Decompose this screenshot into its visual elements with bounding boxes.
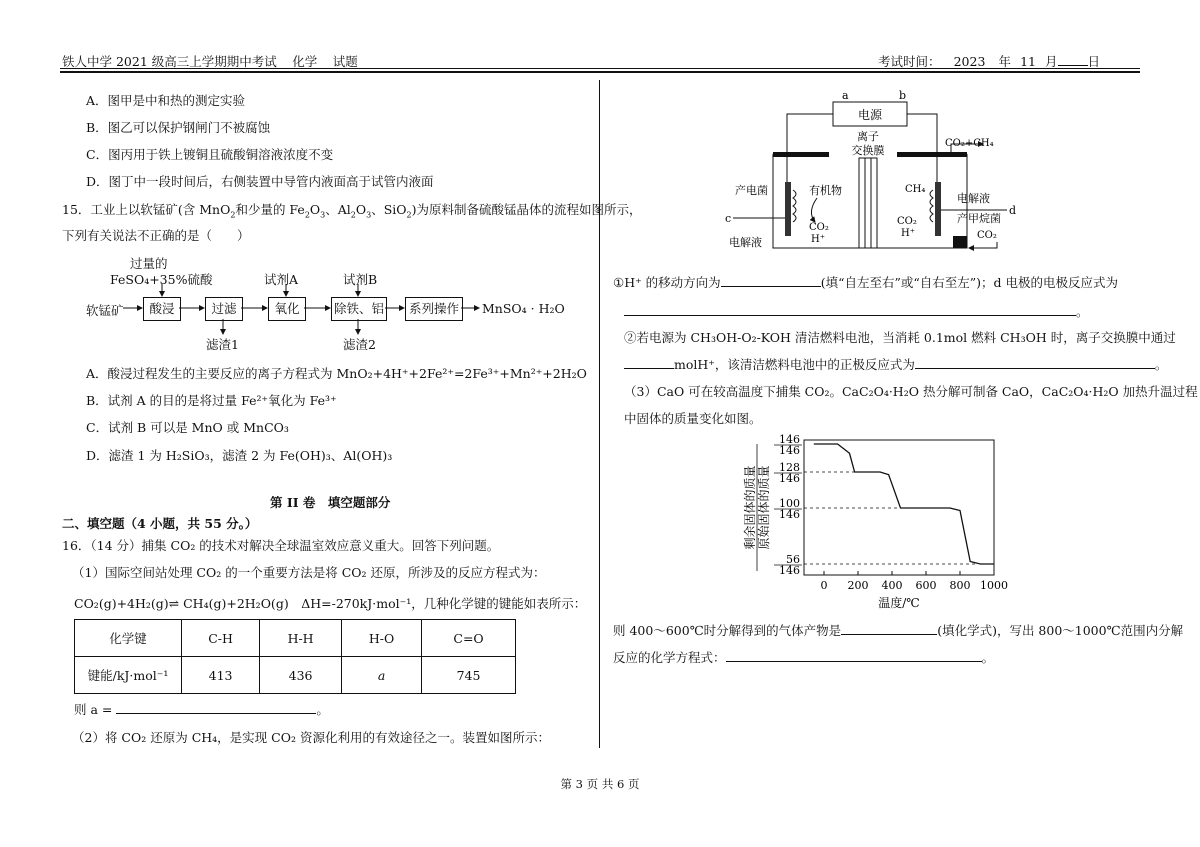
reagent-b: 试剂B bbox=[343, 272, 378, 287]
h-left: H⁺ bbox=[811, 234, 825, 245]
plot-frame bbox=[804, 440, 994, 575]
electrolysis-device-diagram bbox=[725, 86, 1020, 264]
x-tick-label: 1000 bbox=[980, 579, 1008, 592]
q-gas-line: 则 400～600℃时分解得到的气体产物是 (填化学式)，写出 800～1000℃范围内分解 bbox=[613, 623, 1184, 638]
exam-day bbox=[1058, 65, 1088, 66]
terminal-b: b bbox=[899, 89, 907, 102]
q-eq-line: 反应的化学方程式： 。 bbox=[613, 650, 995, 665]
y-tick-label: 146 bbox=[779, 472, 800, 485]
q-h-move-line: ①H⁺ 的移动方向为 (填“自左至右”或“自右至左”)；d 电极的电极反应式为 bbox=[613, 275, 1118, 290]
q16-part3-line1: （3）CaO 可在较高温度下捕集 CO₂。CaC₂O₄·H₂O 热分解可制备 CaO，CaC₂O₄·H₂O 加热升温过程 bbox=[624, 384, 1198, 399]
month-unit: 月 bbox=[1045, 54, 1058, 69]
y-tick-label: 100 bbox=[779, 497, 800, 510]
q15-stem: 15．工业上以软锰矿(含 MnO$_2$和少量的 $Fe_2O_3$、$Al_2O_3$、SiO$_2$)为原料制备硫酸锰晶体的流程如图所示， bbox=[62, 202, 642, 220]
q-fuel-line2: molH⁺，该清洁燃料电池中的正极反应式为 。 bbox=[624, 355, 1167, 373]
step-remove-fe-al: 除铁、铝 bbox=[331, 297, 387, 321]
column-divider bbox=[599, 80, 600, 748]
x-tick-label: 200 bbox=[847, 579, 869, 592]
q14-option-b: B．图乙可以保护钢闸门不被腐蚀 bbox=[86, 120, 271, 135]
subject-field: 化学 bbox=[277, 55, 333, 69]
q15-stem-line2: 下列有关说法不正确的是（ ） bbox=[62, 228, 250, 243]
terminal-d: d bbox=[1009, 204, 1017, 217]
x-tick-label: 400 bbox=[881, 579, 903, 592]
answer-a-label: 则 a = bbox=[74, 702, 113, 717]
q14-option-c: C．图丙用于铁上镀铜且硫酸铜溶液浓度不变 bbox=[86, 147, 334, 162]
table-cell: a bbox=[342, 657, 422, 694]
answer-a-blank[interactable] bbox=[116, 701, 316, 714]
ch4-label: CH₄ bbox=[905, 184, 926, 195]
y-tick-label: 146 bbox=[779, 433, 800, 446]
table-cell: 413 bbox=[182, 657, 260, 694]
y-axis-label-denominator: 原始固体的质量 bbox=[757, 465, 771, 550]
bond-energy-table bbox=[74, 619, 516, 694]
methanogen-label: 产甲烷菌 bbox=[957, 212, 1001, 225]
table-cell: H-H bbox=[260, 620, 342, 657]
gas-out-label: CO₂+CH₄ bbox=[945, 138, 994, 149]
table-cell: C=O bbox=[422, 620, 516, 657]
reagent-a: 试剂A bbox=[264, 272, 299, 287]
step-acid-leach: 酸浸 bbox=[143, 297, 181, 321]
q16-stem: 16．（14 分）捕集 CO₂ 的技术对解决全球温室效应意义重大。回答下列问题。 bbox=[62, 538, 500, 553]
flow-arrows bbox=[80, 260, 500, 340]
exam-time-label: 考试时间： bbox=[878, 54, 941, 69]
section-title: 第 II 卷 填空题部分 bbox=[270, 495, 391, 510]
equation-blank[interactable] bbox=[726, 649, 982, 662]
membrane-label-2: 交换膜 bbox=[851, 144, 885, 157]
flow-product: MnSO₄ · H₂O bbox=[482, 301, 565, 316]
table-cell: 键能/kJ·mol⁻¹ bbox=[75, 657, 182, 694]
answer-a-line: 则 a = 。 bbox=[74, 702, 329, 717]
y-tick-label: 146 bbox=[779, 564, 800, 577]
left-bacteria-label: 产电菌 bbox=[735, 184, 768, 197]
exam-month: 11 bbox=[1011, 55, 1045, 69]
terminal-a: a bbox=[842, 89, 849, 102]
q15-option-b: B．试剂 A 的目的是将过量 Fe²⁺氧化为 Fe³⁺ bbox=[86, 393, 337, 408]
fuel-h-blank[interactable] bbox=[624, 356, 674, 369]
table-cell: 化学键 bbox=[75, 620, 182, 657]
reagent1-line2: FeSO₄+35%硫酸 bbox=[110, 272, 213, 287]
mass-curve bbox=[814, 444, 994, 564]
section-heading: 二、填空题（4 小题，共 55 分。） bbox=[62, 516, 258, 531]
table-cell: 436 bbox=[260, 657, 342, 694]
right-electrolyte-label: 电解液 bbox=[957, 192, 990, 205]
gas-product-blank[interactable] bbox=[841, 622, 937, 635]
step-series-ops: 系列操作 bbox=[405, 297, 463, 321]
tga-chart bbox=[720, 428, 1020, 614]
flow-start: 软锰矿 bbox=[86, 303, 124, 318]
q14-option-a: A．图甲是中和热的测定实验 bbox=[86, 93, 246, 108]
positive-electrode-blank[interactable] bbox=[915, 356, 1155, 369]
x-axis-label: 温度/℃ bbox=[878, 596, 920, 610]
left-electrolyte-label: 电解液 bbox=[729, 236, 762, 249]
co2-in-label: CO₂ bbox=[977, 230, 997, 241]
x-tick-label: 600 bbox=[915, 579, 937, 592]
q15-option-d: D．滤渣 1 为 H₂SiO₃，滤渣 2 为 Fe(OH)₃、Al(OH)₃ bbox=[86, 448, 393, 463]
membrane-label-1: 离子 bbox=[857, 130, 879, 143]
step-oxidize: 氧化 bbox=[268, 297, 306, 321]
table-cell: H-O bbox=[342, 620, 422, 657]
h-move-blank[interactable] bbox=[721, 274, 821, 287]
y-tick-label: 146 bbox=[779, 444, 800, 457]
day-unit: 日 bbox=[1087, 54, 1101, 69]
title-suffix: 试题 bbox=[332, 54, 358, 69]
school-name: 铁人中学 2021 级高三上学期期中考试 bbox=[62, 54, 277, 69]
x-tick-label: 0 bbox=[820, 579, 828, 592]
q15-option-c: C．试剂 B 可以是 MnO 或 MnCO₃ bbox=[86, 420, 289, 435]
y-tick-label: 56 bbox=[786, 553, 800, 566]
co2-right: CO₂ bbox=[897, 216, 917, 227]
q16-equation: CO₂(g)+4H₂(g)⇌ CH₄(g)+2H₂O(g) ΔH=-270kJ·mol⁻¹，几种化学键的键能如表所示： bbox=[74, 596, 587, 611]
exam-year: 2023 bbox=[941, 55, 999, 69]
h-right: H⁺ bbox=[901, 228, 915, 239]
table-header-row bbox=[75, 620, 516, 657]
page-footer: 第 3 页 共 6 页 bbox=[560, 777, 640, 791]
table-row bbox=[75, 657, 516, 694]
year-unit: 年 bbox=[998, 54, 1012, 69]
terminal-c: c bbox=[725, 212, 732, 225]
x-tick-label: 800 bbox=[949, 579, 971, 592]
step-filter: 过滤 bbox=[205, 297, 243, 321]
q-fuel-line1: ②若电源为 CH₃OH-O₂-KOH 清洁燃料电池，当消耗 0.1mol 燃料 CH₃OH 时，离子交换膜中通过 bbox=[624, 330, 1176, 345]
y-tick-label: 128 bbox=[779, 461, 800, 474]
table-cell: 745 bbox=[422, 657, 516, 694]
q16-part2: （2）将 CO₂ 还原为 CH₄，是实现 CO₂ 资源化利用的有效途径之一。装置如图所示： bbox=[72, 730, 550, 745]
table-cell: C-H bbox=[182, 620, 260, 657]
q16-part1: （1）国际空间站处理 CO₂ 的一个重要方法是将 CO₂ 还原，所涉及的反应方程式为： bbox=[72, 565, 546, 580]
q14-option-d: D．图丁中一段时间后，右侧装置中导管内液面高于试管内液面 bbox=[86, 174, 434, 189]
q15-option-a: A．酸浸过程发生的主要反应的离子方程式为 MnO₂+4H⁺+2Fe²⁺=2Fe³⁺+Mn²⁺+2H₂O bbox=[86, 366, 587, 381]
residue-2: 滤渣2 bbox=[343, 337, 376, 352]
co2-left: CO₂ bbox=[809, 222, 829, 233]
q16-part3-line2: 中固体的质量变化如图。 bbox=[624, 411, 762, 426]
header-rule-1 bbox=[60, 68, 1140, 69]
y-tick-label: 146 bbox=[779, 508, 800, 521]
reagent1-line1: 过量的 bbox=[130, 256, 168, 271]
d-electrode-blank[interactable] bbox=[624, 303, 1076, 316]
power-label: 电源 bbox=[857, 108, 883, 122]
d-electrode-answer-line: 。 bbox=[624, 302, 1089, 320]
y-axis-label-numerator: 剩余固体的质量 bbox=[743, 465, 757, 550]
residue-1: 滤渣1 bbox=[206, 337, 239, 352]
organic-label: 有机物 bbox=[809, 184, 842, 197]
header-rule-2 bbox=[60, 71, 1140, 73]
